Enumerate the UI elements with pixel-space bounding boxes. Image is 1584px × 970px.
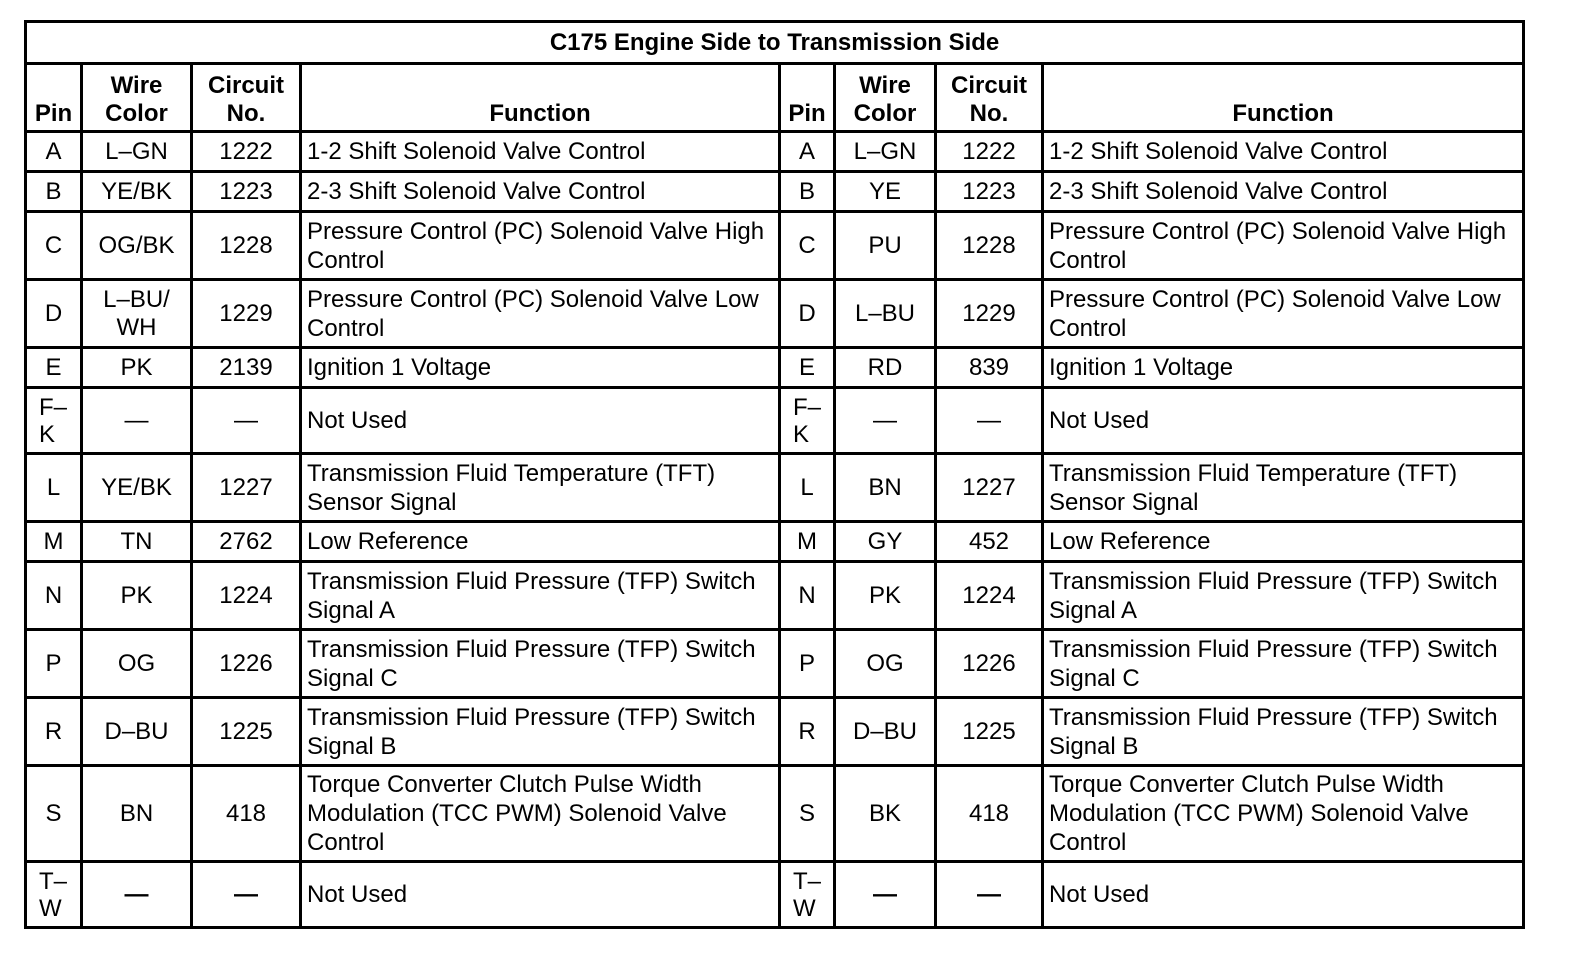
circuit-cell-engine: 418 bbox=[192, 766, 301, 862]
function-cell-transmission: Transmission Fluid Pressure (TFP) Switch Signal B bbox=[1043, 698, 1524, 766]
wire-color-cell-engine: PK bbox=[82, 562, 192, 630]
circuit-cell-engine: 2762 bbox=[192, 522, 301, 562]
pin-cell-engine: D bbox=[26, 280, 82, 348]
pin-cell-engine: R bbox=[26, 698, 82, 766]
wire-color-cell-transmission: BK bbox=[835, 766, 936, 862]
pin-cell-engine: F–K bbox=[26, 388, 82, 454]
circuit-cell-engine: 1229 bbox=[192, 280, 301, 348]
pin-cell-engine: A bbox=[26, 132, 82, 172]
function-cell-transmission: Torque Converter Clutch Pulse Width Modulation (TCC PWM) Solenoid Valve Control bbox=[1043, 766, 1524, 862]
pin-cell-transmission: P bbox=[780, 630, 835, 698]
function-cell-transmission: 1-2 Shift Solenoid Valve Control bbox=[1043, 132, 1524, 172]
circuit-cell-engine: 1228 bbox=[192, 212, 301, 280]
pin-cell-engine: M bbox=[26, 522, 82, 562]
header-wire-color-engine: Wire Color bbox=[82, 64, 192, 132]
function-cell-engine: Transmission Fluid Pressure (TFP) Switch Signal C bbox=[301, 630, 780, 698]
wire-color-cell-transmission: OG bbox=[835, 630, 936, 698]
table-row bbox=[26, 698, 1524, 766]
pin-cell-transmission: N bbox=[780, 562, 835, 630]
table-row bbox=[26, 522, 1524, 562]
pin-cell-engine: S bbox=[26, 766, 82, 862]
header-circuit-no-engine: Circuit No. bbox=[192, 64, 301, 132]
circuit-cell-engine: 2139 bbox=[192, 348, 301, 388]
wire-color-cell-transmission: L–BU bbox=[835, 280, 936, 348]
wire-color-cell-transmission: BN bbox=[835, 454, 936, 522]
table-row bbox=[26, 348, 1524, 388]
circuit-cell-transmission: 418 bbox=[936, 766, 1043, 862]
pin-cell-engine: N bbox=[26, 562, 82, 630]
pin-cell-engine: C bbox=[26, 212, 82, 280]
pin-cell-transmission: F–K bbox=[780, 388, 835, 454]
wire-color-cell-transmission: D–BU bbox=[835, 698, 936, 766]
circuit-cell-transmission: — bbox=[936, 862, 1043, 928]
function-cell-transmission: Transmission Fluid Pressure (TFP) Switch Signal A bbox=[1043, 562, 1524, 630]
function-cell-engine: Low Reference bbox=[301, 522, 780, 562]
function-cell-transmission: Pressure Control (PC) Solenoid Valve Low Control bbox=[1043, 280, 1524, 348]
function-cell-engine: Not Used bbox=[301, 862, 780, 928]
circuit-cell-transmission: 1228 bbox=[936, 212, 1043, 280]
circuit-cell-transmission: 1224 bbox=[936, 562, 1043, 630]
header-pin-transmission: Pin bbox=[780, 64, 835, 132]
function-cell-transmission: Not Used bbox=[1043, 862, 1524, 928]
circuit-cell-transmission: 1225 bbox=[936, 698, 1043, 766]
pin-cell-transmission: B bbox=[780, 172, 835, 212]
circuit-cell-transmission: 1223 bbox=[936, 172, 1043, 212]
wire-color-cell-transmission: PU bbox=[835, 212, 936, 280]
function-cell-engine: 1-2 Shift Solenoid Valve Control bbox=[301, 132, 780, 172]
wire-color-cell-engine: PK bbox=[82, 348, 192, 388]
table-body bbox=[26, 132, 1524, 928]
wire-color-cell-engine: OG bbox=[82, 630, 192, 698]
header-circuit-no-transmission: Circuit No. bbox=[936, 64, 1043, 132]
function-cell-transmission: Low Reference bbox=[1043, 522, 1524, 562]
pin-cell-transmission: S bbox=[780, 766, 835, 862]
pin-cell-engine: L bbox=[26, 454, 82, 522]
function-cell-transmission: Ignition 1 Voltage bbox=[1043, 348, 1524, 388]
wire-color-cell-transmission: YE bbox=[835, 172, 936, 212]
header-function-engine: Function bbox=[301, 64, 780, 132]
circuit-cell-transmission: 1222 bbox=[936, 132, 1043, 172]
wire-color-cell-transmission: — bbox=[835, 388, 936, 454]
pin-cell-engine: E bbox=[26, 348, 82, 388]
wire-color-cell-engine: YE/BK bbox=[82, 454, 192, 522]
table-row bbox=[26, 132, 1524, 172]
circuit-cell-engine: 1225 bbox=[192, 698, 301, 766]
circuit-cell-transmission: 452 bbox=[936, 522, 1043, 562]
pin-cell-transmission: R bbox=[780, 698, 835, 766]
function-cell-engine: Pressure Control (PC) Solenoid Valve High Control bbox=[301, 212, 780, 280]
function-cell-transmission: 2-3 Shift Solenoid Valve Control bbox=[1043, 172, 1524, 212]
table-row bbox=[26, 212, 1524, 280]
circuit-cell-engine: 1223 bbox=[192, 172, 301, 212]
function-cell-engine: Not Used bbox=[301, 388, 780, 454]
wire-color-cell-transmission: L–GN bbox=[835, 132, 936, 172]
circuit-cell-transmission: — bbox=[936, 388, 1043, 454]
wire-color-cell-engine: — bbox=[82, 388, 192, 454]
header-wire-color-transmission: Wire Color bbox=[835, 64, 936, 132]
circuit-cell-transmission: 839 bbox=[936, 348, 1043, 388]
circuit-cell-transmission: 1227 bbox=[936, 454, 1043, 522]
wire-color-cell-engine: L–GN bbox=[82, 132, 192, 172]
wire-color-cell-engine: OG/BK bbox=[82, 212, 192, 280]
wire-color-cell-transmission: PK bbox=[835, 562, 936, 630]
function-cell-engine: Transmission Fluid Temperature (TFT) Sensor Signal bbox=[301, 454, 780, 522]
function-cell-transmission: Not Used bbox=[1043, 388, 1524, 454]
header-pin-engine: Pin bbox=[26, 64, 82, 132]
circuit-cell-engine: 1222 bbox=[192, 132, 301, 172]
circuit-cell-transmission: 1226 bbox=[936, 630, 1043, 698]
function-cell-engine: Torque Converter Clutch Pulse Width Modulation (TCC PWM) Solenoid Valve Control bbox=[301, 766, 780, 862]
circuit-cell-engine: — bbox=[192, 388, 301, 454]
wire-color-cell-transmission: — bbox=[835, 862, 936, 928]
pin-cell-transmission: M bbox=[780, 522, 835, 562]
table-row bbox=[26, 630, 1524, 698]
wire-color-cell-engine: TN bbox=[82, 522, 192, 562]
pin-cell-engine: B bbox=[26, 172, 82, 212]
column-header-row bbox=[26, 64, 1524, 132]
function-cell-engine: Transmission Fluid Pressure (TFP) Switch Signal B bbox=[301, 698, 780, 766]
header-function-transmission: Function bbox=[1043, 64, 1524, 132]
function-cell-engine: Pressure Control (PC) Solenoid Valve Low Control bbox=[301, 280, 780, 348]
circuit-cell-engine: 1227 bbox=[192, 454, 301, 522]
pin-cell-transmission: E bbox=[780, 348, 835, 388]
table-row bbox=[26, 766, 1524, 862]
function-cell-engine: 2-3 Shift Solenoid Valve Control bbox=[301, 172, 780, 212]
wire-color-cell-transmission: GY bbox=[835, 522, 936, 562]
function-cell-transmission: Pressure Control (PC) Solenoid Valve High Control bbox=[1043, 212, 1524, 280]
circuit-cell-engine: 1224 bbox=[192, 562, 301, 630]
wire-color-cell-engine: D–BU bbox=[82, 698, 192, 766]
wire-color-cell-engine: BN bbox=[82, 766, 192, 862]
circuit-cell-engine: 1226 bbox=[192, 630, 301, 698]
circuit-cell-transmission: 1229 bbox=[936, 280, 1043, 348]
pin-cell-transmission: L bbox=[780, 454, 835, 522]
table-row bbox=[26, 280, 1524, 348]
wire-color-cell-transmission: RD bbox=[835, 348, 936, 388]
wire-color-cell-engine: YE/BK bbox=[82, 172, 192, 212]
connector-pinout-table bbox=[24, 20, 1525, 929]
table-row bbox=[26, 562, 1524, 630]
wire-color-cell-engine: L–BU/WH bbox=[82, 280, 192, 348]
pin-cell-transmission: C bbox=[780, 212, 835, 280]
table-row bbox=[26, 454, 1524, 522]
pin-cell-transmission: A bbox=[780, 132, 835, 172]
function-cell-engine: Transmission Fluid Pressure (TFP) Switch Signal A bbox=[301, 562, 780, 630]
function-cell-engine: Ignition 1 Voltage bbox=[301, 348, 780, 388]
pin-cell-transmission: T–W bbox=[780, 862, 835, 928]
table-row bbox=[26, 388, 1524, 454]
table-row bbox=[26, 862, 1524, 928]
pin-cell-engine: T–W bbox=[26, 862, 82, 928]
table-row bbox=[26, 172, 1524, 212]
table-title: C175 Engine Side to Transmission Side bbox=[26, 22, 1524, 64]
wire-color-cell-engine: — bbox=[82, 862, 192, 928]
function-cell-transmission: Transmission Fluid Temperature (TFT) Sensor Signal bbox=[1043, 454, 1524, 522]
pin-cell-engine: P bbox=[26, 630, 82, 698]
circuit-cell-engine: — bbox=[192, 862, 301, 928]
function-cell-transmission: Transmission Fluid Pressure (TFP) Switch Signal C bbox=[1043, 630, 1524, 698]
pin-cell-transmission: D bbox=[780, 280, 835, 348]
